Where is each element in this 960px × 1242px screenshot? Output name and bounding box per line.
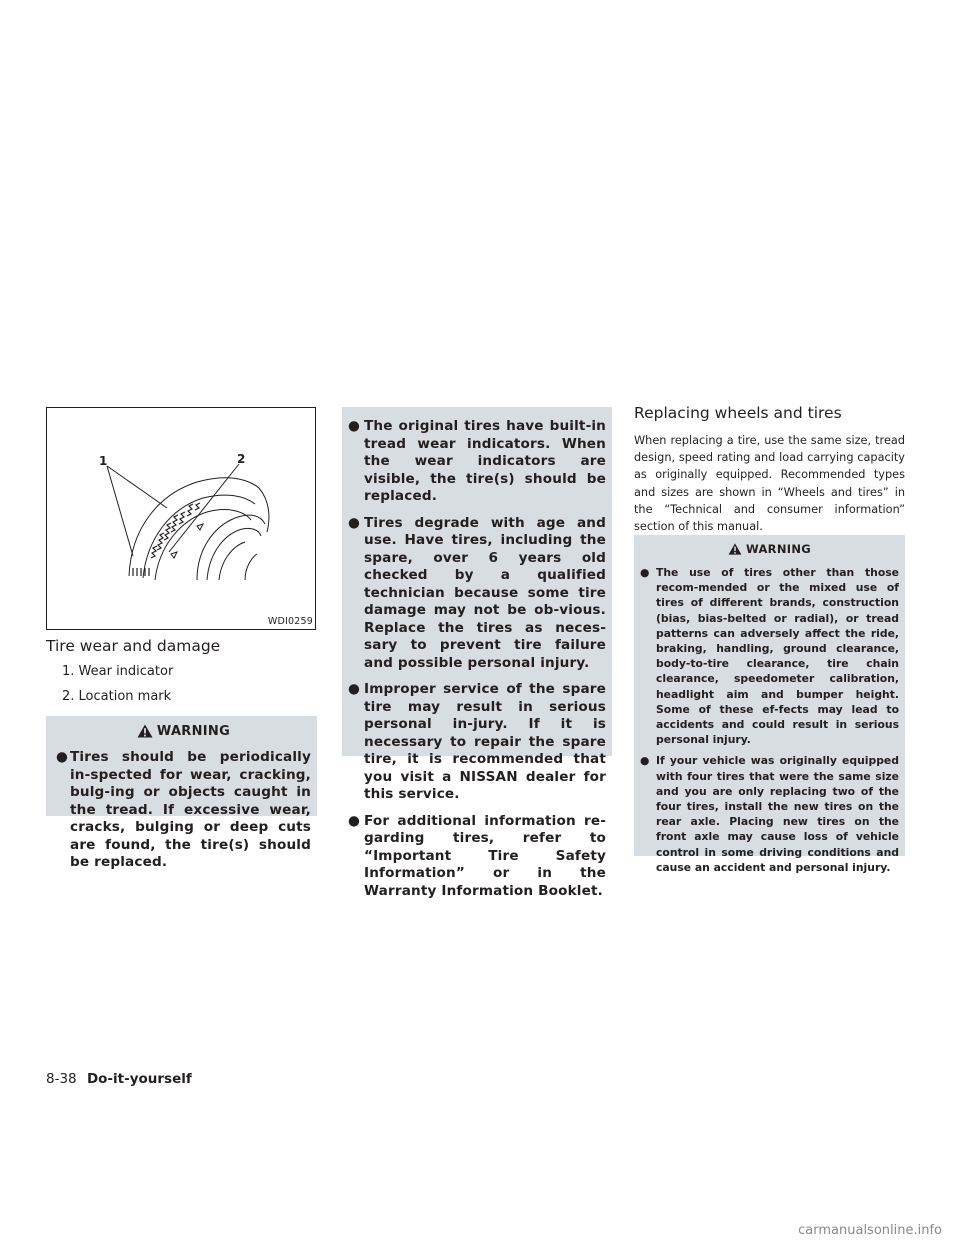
warning-item (348, 813, 606, 901)
legend-item: 1. Wear indicator (62, 664, 174, 679)
warning-triangle-icon (137, 724, 153, 738)
warning-item (348, 418, 606, 506)
tire-wear-illustration (46, 407, 316, 630)
section-title-tire-wear: Tire wear and damage (46, 637, 221, 655)
figure-code: WDI0259 (267, 616, 313, 627)
warning-item-text: The original tires have built-in tread wear indicators. When the wear indicators are visible, the tire(s) should be replaced. (364, 418, 606, 504)
warning-item-text: If your vehicle was originally equipped with four tires that were the same size and you are only replacing two of the four tires, install the new tires on the rear axle. Placing new tires on the front axle may cause loss of vehicle control in some driving conditions and cause an accident and personal injury. (656, 754, 899, 874)
figure-legend (62, 663, 173, 713)
callout-1-label: 1 (99, 454, 108, 468)
bullet-icon: ● (348, 812, 361, 829)
page-number: 8-38 (46, 1071, 77, 1087)
warning-item (640, 565, 899, 747)
warning-item (56, 749, 311, 872)
callout-2-label: 2 (237, 452, 246, 466)
warning-item (640, 753, 899, 875)
bullet-icon: ● (348, 418, 361, 434)
bullet-icon: ● (640, 566, 650, 579)
bullet-icon: ● (348, 681, 361, 697)
legend-item: 2. Location mark (62, 689, 172, 704)
warning-title: WARNING (746, 542, 811, 556)
warning-box-replacing-tires (634, 535, 905, 874)
section-title-replacing-wheels: Replacing wheels and tires (634, 404, 842, 422)
warning-header (640, 539, 899, 559)
warning-item-text: Tires should be periodically in-spected for wear, cracking, bulg-ing or objects caught in the tread. If excessive wear, cracks, bulging or deep cuts are found, the tire(s) should be replaced. (70, 749, 311, 870)
warning-item-text: For additional information re-garding tires, refer to “Important Tire Safety Information” or in the Warranty Information Booklet. (364, 812, 606, 899)
bullet-icon: ● (348, 514, 361, 531)
page-footer (46, 1071, 192, 1087)
warning-header (56, 721, 311, 741)
tire-diagram (47, 408, 315, 629)
bullet-icon: ● (640, 754, 650, 768)
bullet-icon: ● (56, 749, 69, 765)
footer-section-name: Do-it-yourself (86, 1071, 192, 1087)
warning-item (348, 681, 606, 804)
warning-box-tire-inspection (46, 716, 317, 870)
warning-item-text: The use of tires other than those recom-mended or the mixed use of tires of different brands, construction (bias, bias-belted or radial), or tread patterns can adversely affect the ride, braking, handling, ground clearance, body-to-tire clearance, tire chain clearance, speedometer calibration, headlight aim and bumper height. Some of these ef-fects may lead to accidents and could result in serious personal injury. (656, 566, 899, 747)
warning-box-tire-info (342, 407, 612, 899)
warning-item (348, 515, 606, 673)
warning-title: WARNING (156, 723, 231, 739)
warning-triangle-icon (728, 543, 742, 555)
warning-item-text: Improper service of the spare tire may result in serious personal in-jury. If it is necessary to repair the spare tire, it is recommended that you visit a NISSAN dealer for this service. (364, 681, 606, 802)
replacing-wheels-intro: When replacing a tire, use the same size, tread design, speed rating and load carrying capacity as originally equipped. Recommended types and sizes are shown in “Wheels and tires” in the “Technical and consumer information” section of this manual. (634, 434, 905, 534)
watermark-link[interactable]: carmanualsonline.info (798, 1223, 942, 1238)
warning-item-text: Tires degrade with age and use. Have tires, including the spare, over 6 years old checked by a qualified technician because some tire damage may not be ob-vious. Replace the tires as neces-sary to prevent tire failure and possible personal injury. (364, 514, 606, 671)
